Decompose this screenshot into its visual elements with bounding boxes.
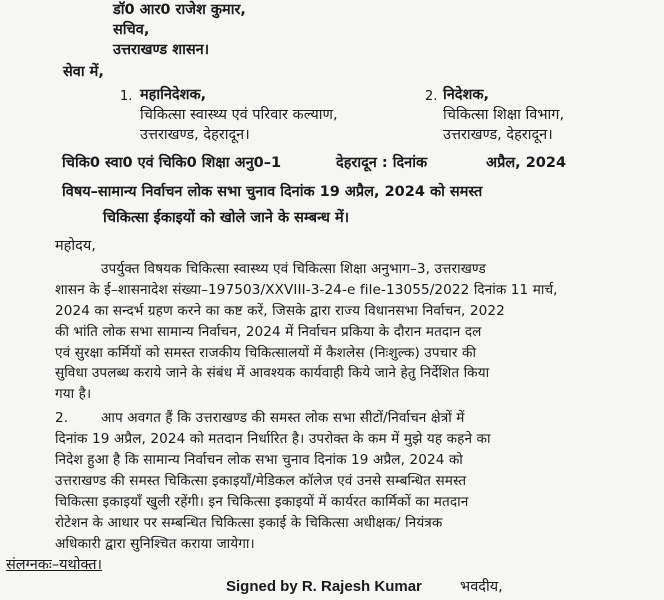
sender-name: डॉ0 आर0 राजेश कुमार, — [113, 2, 246, 18]
subject-line-1: विषय–सामान्य निर्वाचन लोक सभा चुनाव दिनांक 19 अप्रैल, 2024 को समस्त — [62, 184, 483, 200]
recipient-department: चिकित्सा शिक्षा विभाग, — [443, 107, 565, 123]
reference-section: चिकि0 स्वा0 एवं चिकि0 शिक्षा अनु0–1 — [62, 155, 282, 171]
paragraph-line: चिकित्सा इकाइयाँ खुली रहेंगी। इन चिकित्सा इकाइयों में कार्यरत कार्मिकों का मतदान — [55, 494, 469, 510]
recipient-address: उत्तराखण्ड, देहरादून। — [443, 127, 553, 143]
recipient-number: 2. — [425, 89, 438, 104]
enclosure-note: संलग्नकः–यथोक्त। — [6, 557, 103, 573]
paragraph-line: की भांति लोक सभा सामान्य निर्वाचन, 2024 में निर्वाचन प्रकिया के दौरान मतदान दल — [55, 324, 482, 340]
paragraph-line: शासन के ई–शासनादेश संख्या–197503/XXVIII-3-24-e file-13055/2022 दिनांक 11 मार्च, — [55, 282, 558, 298]
recipient-department: चिकित्सा स्वास्थ्य एवं परिवार कल्याण, — [140, 107, 338, 123]
paragraph-line: अधिकारी द्वारा सुनिश्चित कराया जायेगा। — [55, 536, 255, 552]
reference-date: अप्रैल, 2024 — [486, 155, 567, 171]
paragraph-line: निदेश हुआ है कि सामान्य निर्वाचन लोक सभा चुनाव दिनांक 19 अप्रैल, 2024 को — [55, 452, 463, 468]
subject-line-2: चिकित्सा ईकाइयों को खोले जाने के सम्बन्ध में। — [103, 210, 350, 226]
paragraph-line: 2024 का सन्दर्भ ग्रहण करने का कष्ट करें, जिसके द्वारा राज्य विधानसभा निर्वाचन, 2022 — [55, 303, 505, 319]
recipient-designation: महानिदेशक, — [140, 87, 207, 103]
to-label: सेवा में, — [63, 64, 104, 80]
paragraph-line: सुविधा उपलब्ध कराये जाने के संबंध में आवश्यक कार्यवाही किये जाने हेतु निर्देशित किया — [55, 365, 490, 381]
reference-place-date: देहरादून : दिनांक — [336, 155, 428, 171]
recipient-address: उत्तराखण्ड, देहरादून। — [140, 127, 250, 143]
recipient-designation: निदेशक, — [443, 87, 490, 103]
recipient-number: 1. — [120, 89, 133, 104]
paragraph-line: गया है। — [55, 386, 92, 402]
digital-signature: Signed by R. Rajesh Kumar — [226, 578, 422, 595]
closing: भवदीय, — [460, 579, 503, 595]
sender-org: उत्तराखण्ड शासन। — [113, 42, 210, 58]
paragraph-number: 2. — [55, 410, 69, 426]
sender-title: सचिव, — [113, 22, 150, 38]
salutation: महोदय, — [55, 238, 96, 254]
paragraph-line: आप अवगत हैं कि उत्तराखण्ड की समस्त लोक सभा सीटों/निर्वाचन क्षेत्रों में — [101, 410, 465, 426]
paragraph-line: उपर्युक्त विषयक चिकित्सा स्वास्थ्य एवं चिकित्सा शिक्षा अनुभाग–3, उत्तराखण्ड — [101, 261, 486, 277]
paragraph-line: दिनांक 19 अप्रैल, 2024 को मतदान निर्धारित है। उपरोक्त के कम में मुझे यह कहने का — [55, 431, 491, 447]
paragraph-line: रोटेशन के आधार पर सम्बन्धित चिकित्सा इकाई के चिकित्सा अधीक्षक/ नियंत्रक — [55, 515, 443, 531]
paragraph-line: एवं सुरक्षा कर्मियों को समस्त राजकीय चिकित्सालयों में कैशलेस (निःशुल्क) उपचार की — [55, 345, 477, 361]
paragraph-line: उत्तराखण्ड की समस्त चिकित्सा इकाइयाँ/मेडिकल कॉलेज एवं उनसे सम्बन्धित समस्त — [55, 473, 467, 489]
